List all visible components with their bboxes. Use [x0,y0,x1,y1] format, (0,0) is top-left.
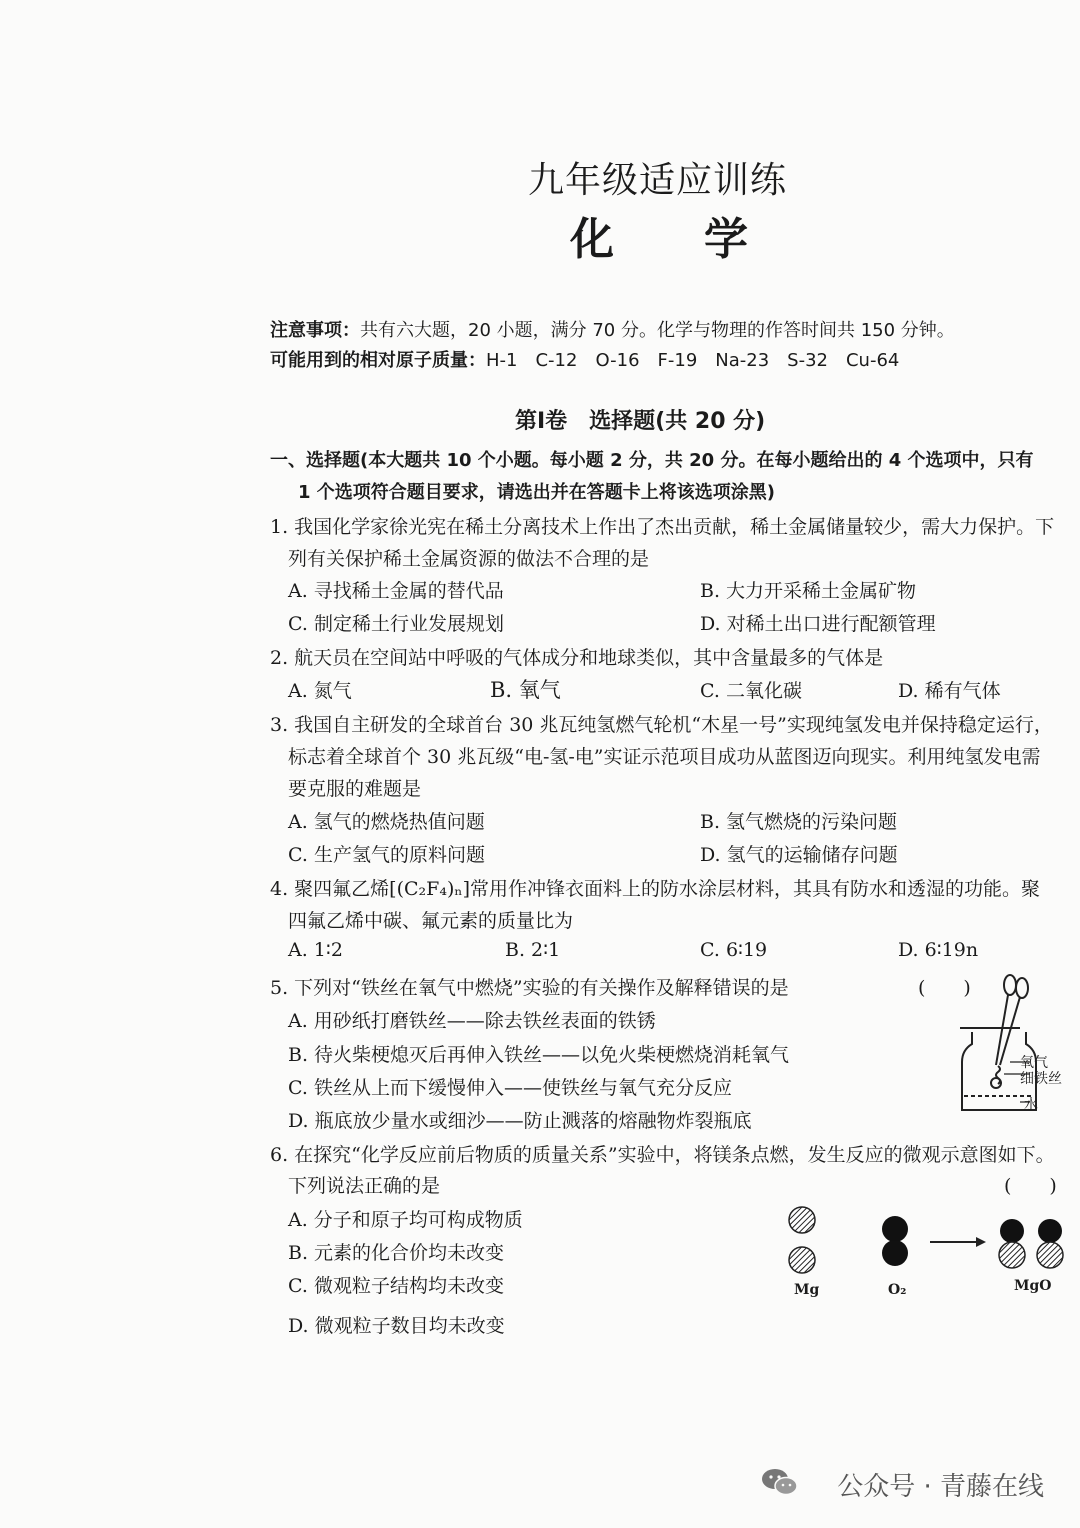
mgo-1-o-atom [1000,1219,1024,1243]
mg-atom-1 [789,1207,815,1233]
q5-option-d: D. 瓶底放少量水或细沙——防止溅落的熔融物炸裂瓶底 [288,1110,752,1132]
reaction-arrow-head [976,1237,986,1247]
wechat-icon [760,1466,800,1498]
q4-option-b: B. 2∶1 [505,939,561,961]
q2-stem: 2. 航天员在空间站中呼吸的气体成分和地球类似，其中含量最多的气体是 [270,647,884,669]
atomic-mass-label: 可能用到的相对原子质量： [270,350,486,371]
q1-option-b: B. 大力开采稀土金属矿物 [700,580,917,602]
q6-stem-1: 6. 在探究“化学反应前后物质的质量关系”实验中，将镁条点燃，发生反应的微观示意图如下。 [270,1144,1055,1166]
q2-option-b: B. 氧气 [490,678,561,702]
exam-title: 九年级适应训练 [528,160,788,201]
fig5-label-oxygen: 氧气 [1020,1055,1048,1071]
q1-option-c: C. 制定稀土行业发展规划 [288,613,504,635]
mgo-2-o-atom [1038,1219,1062,1243]
fig6-label-mgo: MgO [1014,1278,1052,1294]
section-instruction-1: 一、选择题(本大题共 10 个小题。每小题 2 分，共 20 分。在每小题给出的 4 个选项中，只有 [270,450,1034,471]
q4-option-c: C. 6∶19 [700,939,768,961]
q6-option-a: A. 分子和原子均可构成物质 [288,1209,523,1231]
notice-line [270,316,955,342]
q2-option-a: A. 氮气 [288,680,352,702]
q1-stem-2: 列有关保护稀土金属资源的做法不合理的是 [288,548,650,570]
q5-answer-paren: ( ) [918,977,971,999]
q1-option-a: A. 寻找稀土金属的替代品 [288,580,504,602]
fig6-label-mg: Mg [794,1282,820,1298]
q6-stem-2: 下列说法正确的是 [288,1175,441,1197]
section-instruction-2: 1 个选项符合题目要求，请选出并在答题卡上将该选项涂黑) [298,482,776,503]
reaction-microscopic-diagram [780,1200,1070,1280]
subject-title: 化学 [570,214,838,265]
q5-stem: 5. 下列对“铁丝在氧气中燃烧”实验的有关操作及解释错误的是 [270,977,789,999]
q6-option-b: B. 元素的化合价均未改变 [288,1242,505,1264]
notice-label: 注意事项： [270,320,360,341]
mgo-1-mg-atom [999,1242,1025,1268]
q5-option-a: A. 用砂纸打磨铁丝——除去铁丝表面的铁锈 [288,1010,656,1032]
q2-option-c: C. 二氧化碳 [700,680,802,702]
fig6-label-o2: O₂ [888,1282,907,1298]
atomic-mass-values: H-1 C-12 O-16 F-19 Na-23 S-32 Cu-64 [486,350,900,371]
q3-option-a: A. 氢气的燃烧热值问题 [288,811,485,833]
fig5-label-water: 水 [1024,1097,1038,1113]
q5-option-c: C. 铁丝从上而下缓慢伸入——使铁丝与氧气充分反应 [288,1077,732,1099]
q3-option-b: B. 氢气燃烧的污染问题 [700,811,898,833]
q1-stem-1: 1. 我国化学家徐光宪在稀土分离技术上作出了杰出贡献，稀土金属储量较少，需大力保护。下 [270,516,1055,538]
q3-stem-1: 3. 我国自主研发的全球首台 30 兆瓦纯氢燃气轮机“木星一号”实现纯氢发电并保持稳定运行， [270,714,1053,736]
q6-option-c: C. 微观粒子结构均未改变 [288,1275,504,1297]
fig5-label-iron-wire: 细铁丝 [1020,1071,1062,1087]
notice-text: 共有六大题，20 小题，满分 70 分。化学与物理的作答时间共 150 分钟。 [360,320,955,341]
q1-option-d: D. 对稀土出口进行配额管理 [700,613,936,635]
q2-option-d: D. 稀有气体 [898,680,1001,702]
atomic-mass-line [270,346,899,372]
q3-stem-3: 要克服的难题是 [288,778,422,800]
iron-wire-apparatus-figure [950,970,1070,1120]
tongs-loop-left [1004,975,1016,995]
q3-stem-2: 标志着全球首个 30 兆瓦级“电-氢-电”实证示范项目成功从蓝图迈向现实。利用纯氢发电需 [288,746,1041,768]
footer-watermark: 公众号 · 青藤在线 [837,1472,1044,1502]
q6-option-d: D. 微观粒子数目均未改变 [288,1315,505,1337]
tongs-loop-right [1016,978,1028,998]
q3-option-c: C. 生产氢气的原料问题 [288,844,485,866]
q3-option-d: D. 氢气的运输储存问题 [700,844,898,866]
mgo-2-mg-atom [1037,1242,1063,1268]
q4-stem-1: 4. 聚四氟乙烯[(C₂F₄)ₙ]常用作冲锋衣面料上的防水涂层材料，其具有防水和透湿的功能。聚 [270,878,1040,900]
mg-atom-2 [789,1247,815,1273]
q4-option-a: A. 1∶2 [288,939,343,961]
section-title: 第Ⅰ卷 选择题(共 20 分) [515,409,766,434]
q4-option-d: D. 6∶19n [898,939,979,961]
q4-stem-2: 四氟乙烯中碳、氟元素的质量比为 [288,910,574,932]
o2-atom-2 [882,1240,908,1266]
q5-option-b: B. 待火柴梗熄灭后再伸入铁丝——以免火柴梗燃烧消耗氧气 [288,1044,790,1066]
q6-answer-paren: ( ) [1004,1175,1057,1197]
o2-atom-1 [882,1216,908,1242]
